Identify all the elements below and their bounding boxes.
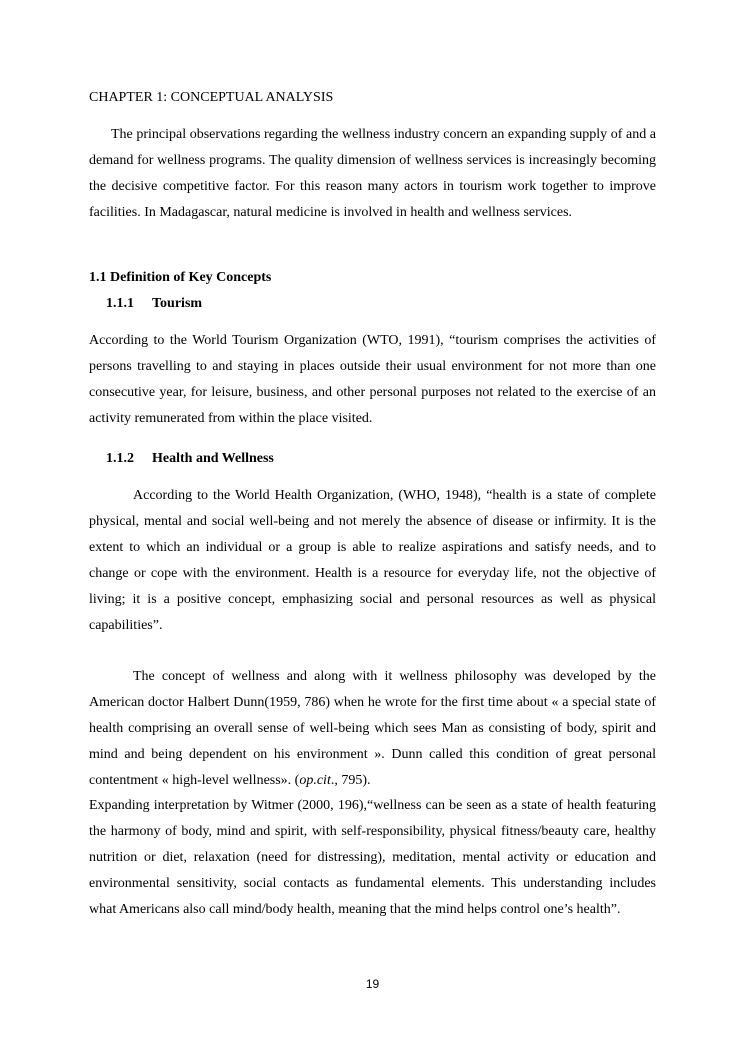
subsection-number: 1.1.2 [106,451,134,466]
citation-italic: op.cit [299,773,331,788]
subsection-heading-health-wellness [106,449,274,469]
wellness-concept-paragraph [89,664,656,794]
subsection-title: Tourism [152,296,203,311]
wellness-concept-text: The concept of wellness and along with it wellness philosophy was developed by the American doctor Halbert Dunn(1959, 786) when he wrote for the first time about « a special state of health comprising an overall sense of well-being which sees Man as consisting of body, spirit and mind and being dependent on his environment ». Dunn called this condition of great personal contentment « high-level wellness». ( [89,669,656,788]
intro-paragraph: The principal observations regarding the wellness industry concern an expanding supply of and a demand for wellness programs. The quality dimension of wellness services is increasingly becoming the decisive competitive factor. For this reason many actors in tourism work together to improve facilities. In Madagascar, natural medicine is involved in health and wellness services. [89,127,656,220]
chapter-title: CHAPTER 1: CONCEPTUAL ANALYSIS [89,90,334,105]
page-number: 19 [365,977,380,991]
subsection-number: 1.1.1 [106,296,134,311]
subsection-heading-tourism [106,294,202,314]
subsection-title: Health and Wellness [152,451,274,466]
citation-tail: ., 795). [330,773,371,788]
health-definition-paragraph: According to the World Health Organization, (WHO, 1948), “health is a state of complete physical, mental and social well-being and not merely the absence of disease or infirmity. It is the extent to which an individual or a group is able to realize aspirations and satisfy needs, and to change or cope with the environment. Health is a resource for everyday life, not the objective of living; it is a positive concept, emphasizing social and personal resources as well as physical capabilities”. [89,488,656,633]
tourism-definition-paragraph: According to the World Tourism Organization (WTO, 1991), “tourism comprises the activities of persons travelling to and staying in places outside their usual environment for not more than one consecutive year, for leisure, business, and other personal purposes not related to the exercise of an activity remunerated from within the place visited. [89,333,656,426]
section-heading-definition-key-concepts: 1.1 Definition of Key Concepts [89,270,272,285]
witmer-interpretation-paragraph: Expanding interpretation by Witmer (2000, 196),“wellness can be seen as a state of health featuring the harmony of body, mind and spirit, with self-responsibility, physical fitness/beauty care, healthy nutrition or diet, relaxation (need for distressing), meditation, mental activity or education and environmental sensitivity, social contacts as fundamental elements. This understanding includes what Americans also call mind/body health, meaning that the mind helps control one’s health”. [89,798,656,917]
